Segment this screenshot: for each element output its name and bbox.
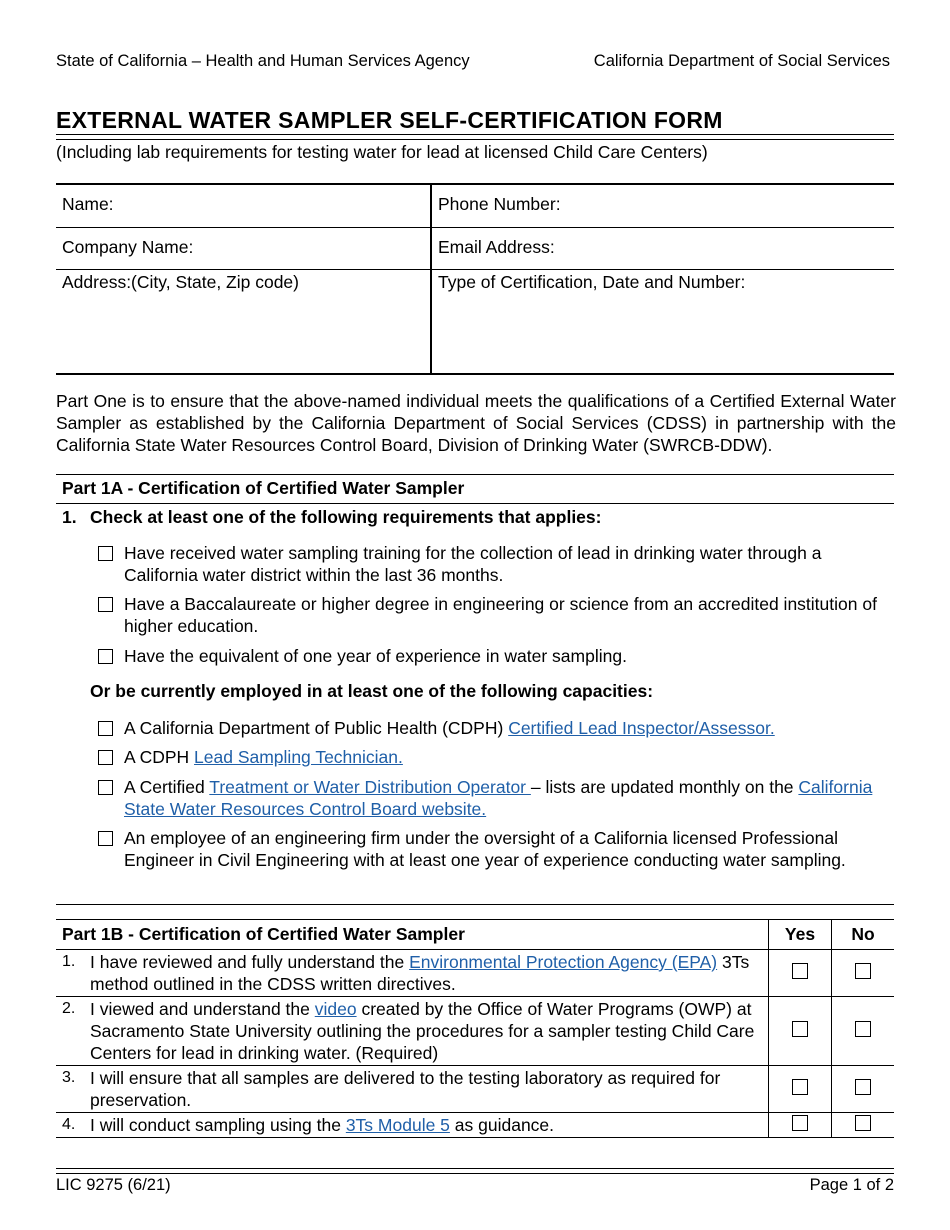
section-divider [56,904,894,905]
yes-checkbox[interactable] [792,1115,808,1131]
row-text: created by the Office of Water Programs (OWP) at Sacramento State University outlining the procedures for a sampler testing Child Care Centers for lead in drinking water. (Required) [90,999,755,1063]
yes-checkbox[interactable] [792,1079,808,1095]
lead-inspector-link[interactable]: Certified Lead Inspector/Assessor. [508,718,775,738]
requirement-text: Have a Baccalaureate or higher degree in engineering or science from an accredited institution of higher education. [124,594,877,636]
form-subtitle: (Including lab requirements for testing water for lead at licensed Child Care Centers) [56,142,708,162]
footer-double-rule [56,1168,894,1174]
form-id: LIC 9275 (6/21) [56,1176,171,1194]
no-column-header: No [832,920,895,950]
certification-field[interactable] [431,270,894,375]
capacity-checkbox[interactable] [98,721,113,736]
capacity-text: A Certified [124,777,210,797]
name-field[interactable] [56,184,431,228]
row-number: 2. [62,1000,76,1017]
company-field[interactable] [56,228,431,270]
certification-label: Type of Certification, Date and Number: [438,272,746,292]
requirement-checkbox[interactable] [98,546,113,561]
capacities-heading: Or be currently employed in at least one of the following capacities: [90,681,654,701]
requirement-item [98,542,888,586]
form-title: EXTERNAL WATER SAMPLER SELF-CERTIFICATION FORM [56,107,723,133]
email-field[interactable] [431,228,894,270]
requirement-checkbox[interactable] [98,597,113,612]
capacity-checkbox[interactable] [98,750,113,765]
address-field[interactable] [56,270,431,375]
row-text: as guidance. [449,1115,555,1135]
part1a-heading: Part 1A - Certification of Certified Water Sampler [62,478,465,498]
table-row [56,950,894,997]
table-row [56,1113,894,1138]
requirement-text: Have the equivalent of one year of experience in water sampling. [124,646,627,666]
capacity-item [98,717,888,739]
question-1-number: 1. [62,507,77,527]
row-text: I viewed and understand the [90,999,315,1019]
intro-paragraph: Part One is to ensure that the above-named individual meets the qualifications of a Certified External Water Sampler as established by the California Department of Social Services (CDSS) in partnership with the California State Water Resources Control Board, Division of Drinking Water (SWRCB-DDW). [56,391,896,455]
no-checkbox[interactable] [855,1021,871,1037]
part1b-table [56,919,894,1138]
row-text: 3Ts method outlined in the CDSS written directives. [90,952,750,994]
capacity-text: An employee of an engineering firm under the oversight of a California licensed Professional Engineer in Civil Engineering with at least one year of experience conducting water sampling. [124,828,846,870]
row-number: 1. [62,953,76,970]
requirement-item [98,645,888,667]
lead-sampling-technician-link[interactable]: Lead Sampling Technician. [194,747,403,767]
title-double-rule [56,134,894,140]
requirement-text: Have received water sampling training for the collection of lead in drinking water through a California water district within the last 36 months. [124,543,822,585]
part1b-heading: Part 1B - Certification of Certified Water Sampler [56,920,769,950]
yes-checkbox[interactable] [792,1021,808,1037]
row-text: I will ensure that all samples are delivered to the testing laboratory as required for preservation. [90,1068,721,1110]
phone-field[interactable] [431,184,894,228]
capacity-checkbox[interactable] [98,780,113,795]
header-agency: State of California – Health and Human Services Agency [56,52,470,70]
3ts-module-link[interactable]: 3Ts Module 5 [345,1115,450,1135]
requirement-checkbox[interactable] [98,649,113,664]
epa-link[interactable]: Environmental Protection Agency (EPA) [409,952,718,972]
phone-label: Phone Number: [438,194,561,214]
question-1-text: Check at least one of the following requirements that applies: [90,507,602,527]
row-text: I have reviewed and fully understand the [90,952,410,972]
applicant-info-table [56,183,894,375]
part1a-heading-bar [56,474,894,504]
company-label: Company Name: [62,237,194,257]
capacity-item [98,776,888,820]
name-label: Name: [62,194,114,214]
water-operator-link[interactable]: Treatment or Water Distribution Operator [209,777,531,797]
row-number: 3. [62,1069,76,1086]
video-link[interactable]: video [314,999,357,1019]
capacity-item [98,746,888,768]
capacity-item [98,827,888,871]
capacity-checkbox[interactable] [98,831,113,846]
no-checkbox[interactable] [855,1115,871,1131]
address-label: Address:(City, State, Zip code) [62,272,299,292]
capacity-text: – lists are updated monthly on the [530,777,799,797]
yes-column-header: Yes [769,920,832,950]
no-checkbox[interactable] [855,963,871,979]
email-label: Email Address: [438,237,555,257]
no-checkbox[interactable] [855,1079,871,1095]
capacity-text: A California Department of Public Health (CDPH) [124,718,509,738]
table-row [56,1066,894,1113]
swrcb-website-link[interactable]: California State Water Resources Control Board website. [124,777,873,819]
row-number: 4. [62,1116,76,1133]
row-text: I will conduct sampling using the [90,1115,346,1135]
capacity-text: A CDPH [124,747,195,767]
yes-checkbox[interactable] [792,963,808,979]
header-department: California Department of Social Services [593,52,890,70]
requirement-item [98,593,888,637]
table-row [56,997,894,1066]
page-number: Page 1 of 2 [809,1176,894,1194]
